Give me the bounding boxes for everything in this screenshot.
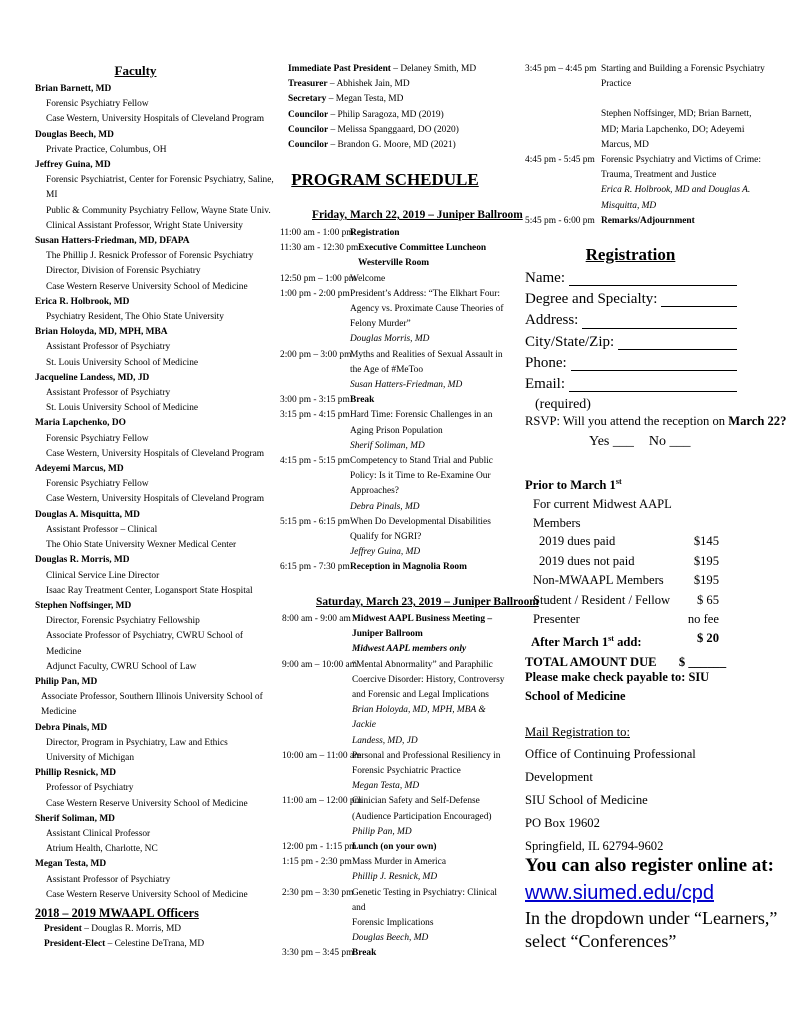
price-label: 2019 dues paid xyxy=(539,534,616,549)
schedule-row xyxy=(280,515,508,561)
session-details xyxy=(350,287,508,348)
degree-specialty-field[interactable] xyxy=(525,289,737,310)
officer-dash: – xyxy=(328,140,338,151)
officer-role: Councilor xyxy=(288,124,329,135)
officer-entry xyxy=(288,62,510,77)
faculty-name: Erica R. Holbrook, MD xyxy=(35,296,130,307)
officer-dash: – xyxy=(326,94,336,105)
session-speaker: Debra Pinals, MD xyxy=(350,501,420,512)
officer-entry xyxy=(288,123,510,138)
session-details xyxy=(352,658,508,749)
price-row xyxy=(525,552,719,571)
officer-entry xyxy=(44,922,274,937)
faculty-affiliation: Professor of Psychiatry xyxy=(46,783,134,794)
total-value[interactable]: $ ______ xyxy=(678,655,727,669)
officer-dash: – xyxy=(105,939,115,950)
session-title: Personal and Professional Resiliency in xyxy=(352,750,501,761)
session-title: “Mental Abnormality” and Paraphilic xyxy=(352,659,493,670)
faculty-name: Philip Pan, MD xyxy=(35,676,98,687)
session-title: Trauma, Treatment and Justice xyxy=(601,170,717,181)
faculty-affiliation: Director, Division of Forensic Psychiatry xyxy=(46,266,201,277)
schedule-row xyxy=(280,272,508,287)
session-time: 1:15 pm - 2:30 pm xyxy=(282,857,352,868)
faculty-member xyxy=(35,462,275,508)
faculty-name: Debra Pinals, MD xyxy=(35,722,108,733)
email-label: Email: xyxy=(525,376,565,393)
faculty-name: Maria Lapchenko, DO xyxy=(35,418,126,429)
email-field[interactable] xyxy=(525,374,737,395)
officer-entry xyxy=(44,937,274,952)
faculty-affiliation: The Ohio State University Wexner Medical Center xyxy=(46,540,237,551)
faculty-affiliation: Associate Professor, Southern Illinois University School of xyxy=(41,692,263,703)
faculty-affiliation: Forensic Psychiatry Fellow xyxy=(46,99,149,110)
session-details xyxy=(352,794,508,840)
session-details xyxy=(350,454,508,515)
session-details xyxy=(352,946,508,961)
session-speaker: Jeffrey Guina, MD xyxy=(350,547,421,558)
session-details xyxy=(358,241,508,271)
friday-heading: Friday, March 22, 2019 – Juniper Ballroom xyxy=(312,209,523,221)
faculty-affiliation: St. Louis University School of Medicine xyxy=(46,357,199,368)
schedule-row xyxy=(280,393,508,408)
session-title: Mass Murder in America xyxy=(352,857,446,868)
online-instruction-1: In the dropdown under “Learners,” xyxy=(525,908,778,928)
schedule-row xyxy=(525,214,770,229)
price-row xyxy=(525,532,719,551)
session-title: and Forensic and Legal Implications xyxy=(352,690,489,701)
session-title: Competency to Stand Trial and Public xyxy=(350,456,493,467)
session-title: President’s Address: “The Elkhart Four: xyxy=(350,288,500,299)
session-speaker: Phillip J. Resnick, MD xyxy=(352,872,438,883)
name-label: Name: xyxy=(525,270,565,286)
session-title: When Do Developmental Disabilities xyxy=(350,516,491,527)
officer-entry xyxy=(288,77,510,92)
faculty-affiliation: St. Louis University School of Medicine xyxy=(46,403,199,414)
saturday-schedule-continued xyxy=(525,62,770,229)
address-field[interactable] xyxy=(525,310,737,331)
after-fee-row xyxy=(525,629,719,653)
schedule-row xyxy=(525,153,770,214)
faculty-member xyxy=(35,812,275,858)
rsvp-question xyxy=(525,414,786,429)
session-time: 4:45 pm - 5:45 pm xyxy=(525,155,595,166)
schedule-row xyxy=(525,62,770,153)
officer-entry xyxy=(288,92,510,107)
faculty-affiliation: Forensic Psychiatry Fellow xyxy=(46,479,149,490)
faculty-affiliation: Director, Program in Psychiatry, Law and Ethics xyxy=(46,737,228,748)
faculty-affiliation: Associate Professor of Psychiatry, CWRU School of Medicine xyxy=(46,631,244,657)
spacer xyxy=(601,92,770,107)
price-label: Presenter xyxy=(533,612,580,626)
prior-suffix: st xyxy=(615,477,622,486)
faculty-member xyxy=(35,128,275,158)
officer-entry xyxy=(288,138,510,153)
session-title: Executive Committee Luncheon xyxy=(358,243,487,254)
price-list xyxy=(525,532,719,629)
session-speaker: Sherif Soliman, MD xyxy=(350,440,425,451)
faculty-affiliation: Medicine xyxy=(41,707,77,718)
faculty-member xyxy=(35,675,275,721)
session-title: Aging Prison Population xyxy=(350,425,443,436)
officer-dash: – xyxy=(328,124,338,135)
rsvp-text: RSVP: Will you attend the reception on xyxy=(525,414,726,428)
session-speaker: MD; Maria Lapchenko, DO; Adeyemi xyxy=(601,124,745,135)
schedule-row xyxy=(280,454,508,515)
session-time: 12:00 pm - 1:15 pm xyxy=(282,842,357,853)
prior-label: Prior to March 1 xyxy=(525,478,616,493)
session-title: Approaches? xyxy=(350,486,399,497)
faculty-name: Douglas Beech, MD xyxy=(35,129,114,140)
faculty-name: Stephen Noffsinger, MD xyxy=(35,600,132,611)
session-time: 11:00 am – 12:00 pm xyxy=(282,796,362,807)
session-speaker: Landess, MD, JD xyxy=(352,735,418,746)
faculty-member xyxy=(35,82,275,128)
faculty-name: Megan Testa, MD xyxy=(35,859,107,870)
faculty-affiliation: Public & Community Psychiatry Fellow, Wayne State Univ. xyxy=(46,205,271,216)
faculty-member xyxy=(35,158,275,234)
session-speaker: Stephen Noffsinger, MD; Brian Barnett, xyxy=(601,109,752,120)
faculty-member xyxy=(35,857,275,903)
faculty-affiliation: Private Practice, Columbus, OH xyxy=(46,144,167,155)
session-title: Clinician Safety and Self-Defense xyxy=(352,796,480,807)
price-row xyxy=(525,591,719,610)
session-speaker: Misquitta, MD xyxy=(601,200,657,211)
session-speaker: Midwest AAPL members only xyxy=(352,644,467,655)
faculty-affiliation: Atrium Health, Charlotte, NC xyxy=(46,844,158,855)
faculty-affiliation: Adjunct Faculty, CWRU School of Law xyxy=(46,661,197,672)
session-details xyxy=(352,612,508,658)
session-details xyxy=(352,840,508,855)
online-instruction-2: select “Conferences” xyxy=(525,931,677,951)
faculty-name: Brian Barnett, MD xyxy=(35,84,112,94)
officer-entry xyxy=(288,108,510,123)
session-title: (Audience Participation Encouraged) xyxy=(352,811,492,822)
session-speaker: Douglas Beech, MD xyxy=(352,933,429,944)
faculty-name: Brian Holoyda, MD, MPH, MBA xyxy=(35,327,168,338)
session-details xyxy=(350,393,508,408)
faculty-affiliation: Assistant Clinical Professor xyxy=(46,828,151,839)
session-time: 11:30 am - 12:30 pm xyxy=(280,243,359,254)
faculty-name: Douglas R. Morris, MD xyxy=(35,555,130,566)
session-time: 6:15 pm - 7:30 pm xyxy=(280,562,350,573)
rsvp-date: March 22? xyxy=(728,414,786,428)
officer-role: Immediate Past President xyxy=(288,64,391,74)
session-title: Break xyxy=(352,948,377,959)
session-time: 8:00 am - 9:00 am xyxy=(282,614,351,624)
faculty-name: Sherif Soliman, MD xyxy=(35,813,115,824)
faculty-member xyxy=(35,416,275,462)
faculty-name: Adeyemi Marcus, MD xyxy=(35,464,124,475)
mail-line: Office of Continuing Professional Development xyxy=(525,747,696,784)
schedule-row xyxy=(282,946,508,961)
officer-role: Secretary xyxy=(288,94,327,105)
session-time: 4:15 pm - 5:15 pm xyxy=(280,456,350,467)
schedule-row xyxy=(280,560,508,575)
session-time: 9:00 am – 10:00 am xyxy=(282,659,357,670)
faculty-member xyxy=(35,766,275,812)
mail-line: PO Box 19602 xyxy=(525,816,600,830)
session-details xyxy=(350,272,508,287)
session-time: 12:50 pm – 1:00 pm xyxy=(280,273,357,284)
faculty-member xyxy=(35,325,275,371)
schedule-row xyxy=(282,886,508,947)
session-title: Forensic Implications xyxy=(352,918,434,929)
faculty-affiliation: Isaac Ray Treatment Center, Logansport State Hospital xyxy=(46,585,253,596)
schedule-row xyxy=(280,408,508,454)
officer-dash: – xyxy=(390,64,401,74)
session-title: Practice xyxy=(601,79,632,90)
after-fee-value: $ 20 xyxy=(696,631,719,646)
faculty-affiliation: Clinical Service Line Director xyxy=(46,570,160,581)
officer-name: Megan Testa, MD xyxy=(335,94,404,105)
schedule-row xyxy=(282,794,508,840)
registration-form xyxy=(525,268,737,414)
rsvp-options xyxy=(589,434,691,450)
faculty-affiliation: Director, Forensic Psychiatry Fellowship xyxy=(46,616,200,627)
session-time: 1:00 pm - 2:00 pm xyxy=(280,288,350,299)
session-details xyxy=(350,515,508,561)
session-details xyxy=(350,408,508,454)
officer-dash: – xyxy=(328,109,338,120)
officer-name: Philip Saragoza, MD (2019) xyxy=(337,109,444,120)
session-details xyxy=(350,226,508,241)
session-title: the Age of #MeToo xyxy=(350,364,424,375)
faculty-member xyxy=(35,234,275,295)
faculty-affiliation: Case Western Reserve University School of Medicine xyxy=(46,889,248,900)
faculty-member xyxy=(35,553,275,599)
mail-title: Mail Registration to: xyxy=(525,725,630,739)
faculty-name: Phillip Resnick, MD xyxy=(35,768,116,779)
faculty-name: Susan Hatters-Friedman, MD, DFAPA xyxy=(35,236,190,247)
city-state-zip-field[interactable] xyxy=(525,332,737,353)
session-time: 2:30 pm – 3:30 pm xyxy=(282,887,354,898)
session-title: Qualify for NGRI? xyxy=(350,532,422,543)
session-title: Juniper Ballroom xyxy=(352,629,423,640)
session-details xyxy=(601,62,770,153)
faculty-affiliation: Case Western Reserve University School of Medicine xyxy=(46,281,248,292)
session-time: 3:30 pm – 3:45 pm xyxy=(282,948,354,959)
address-label: Address: xyxy=(525,312,579,329)
faculty-list xyxy=(35,82,275,903)
officer-role: President-Elect xyxy=(44,939,106,950)
price-row xyxy=(525,571,719,590)
mail-address xyxy=(525,743,745,858)
price-value: $195 xyxy=(693,553,719,568)
session-time: 5:15 pm - 6:15 pm xyxy=(280,516,350,527)
faculty-affiliation: Psychiatry Resident, The Ohio State University xyxy=(46,312,224,323)
total-label: TOTAL AMOUNT DUE xyxy=(525,655,657,669)
session-time: 11:00 am - 1:00 pm xyxy=(280,228,354,238)
faculty-member xyxy=(35,599,275,675)
mail-line: Springfield, IL 62794-9602 xyxy=(525,839,664,853)
schedule-row xyxy=(282,855,508,885)
rsvp-yes-option[interactable]: Yes ___ xyxy=(589,434,634,449)
faculty-member xyxy=(35,295,275,325)
faculty-affiliation: Assistant Professor of Psychiatry xyxy=(46,874,171,885)
faculty-name: Jacqueline Landess, MD, JD xyxy=(35,372,150,383)
faculty-affiliation: University of Michigan xyxy=(46,752,135,763)
rsvp-no-option[interactable]: No ___ xyxy=(648,434,691,449)
session-speaker: Susan Hatters-Friedman, MD xyxy=(350,380,463,391)
schedule-row xyxy=(280,226,508,241)
officer-role: Councilor xyxy=(288,140,329,151)
officer-name: Celestine DeTrana, MD xyxy=(114,939,205,950)
faculty-affiliation: Forensic Psychiatry Fellow xyxy=(46,433,149,444)
faculty-title: Faculty xyxy=(114,63,157,78)
degree-specialty-label: Degree and Specialty: xyxy=(525,291,658,308)
session-time: 2:00 pm – 3:00 pm xyxy=(280,349,352,360)
price-label: Student / Resident / Fellow xyxy=(533,592,671,607)
officer-name: Delaney Smith, MD xyxy=(400,64,477,74)
session-title: Genetic Testing in Psychiatry: Clinical and xyxy=(352,887,497,913)
session-title: Welcome xyxy=(350,273,386,284)
faculty-affiliation: Case Western, University Hospitals of Cleveland Program xyxy=(46,494,265,505)
faculty-member xyxy=(35,371,275,417)
session-time: 5:45 pm - 6:00 pm xyxy=(525,215,595,226)
city-state-zip-label: City/State/Zip: xyxy=(525,333,615,350)
session-title: Reception in Magnolia Room xyxy=(350,562,467,573)
session-title: Registration xyxy=(350,228,400,238)
members-label: For current Midwest AAPL Members xyxy=(533,497,672,530)
session-time: 10:00 am – 11:00 am xyxy=(282,750,362,761)
officer-name: Melissa Spanggaard, DO (2020) xyxy=(337,124,459,135)
price-value: $195 xyxy=(693,573,719,588)
schedule-row xyxy=(282,840,508,855)
mail-line: SIU School of Medicine xyxy=(525,793,648,807)
session-details xyxy=(352,749,508,795)
faculty-member xyxy=(35,721,275,767)
prior-heading xyxy=(525,472,719,495)
price-label: 2019 dues not paid xyxy=(539,553,635,568)
payable-note: Please make check payable to: SIU School of Medicine xyxy=(525,670,710,703)
session-title: Lunch (on your own) xyxy=(352,842,437,853)
session-time: 3:00 pm - 3:15 pm xyxy=(280,395,350,406)
session-title: Myths and Realities of Sexual Assault in xyxy=(350,349,503,360)
officer-role: Treasurer xyxy=(288,79,328,90)
faculty-name: Jeffrey Guina, MD xyxy=(35,160,111,171)
session-title: Forensic Psychiatry and Victims of Crime: xyxy=(601,155,761,166)
session-speaker: Erica R. Holbrook, MD and Douglas A. xyxy=(601,185,751,196)
session-speaker: Douglas Morris, MD xyxy=(350,334,430,345)
schedule-row xyxy=(280,348,508,394)
faculty-name: Douglas A. Misquitta, MD xyxy=(35,509,140,520)
officers-title: 2018 – 2019 MWAAPL Officers xyxy=(35,906,199,920)
after-fee-label: After March 1st add: xyxy=(531,634,642,650)
price-value: $145 xyxy=(693,534,719,549)
schedule-row xyxy=(280,241,508,271)
faculty-affiliation: Case Western Reserve University School of Medicine xyxy=(46,798,248,809)
session-details xyxy=(350,348,508,394)
session-title: Coercive Disorder: History, Controversy xyxy=(352,674,505,685)
online-url-link[interactable]: www.siumed.edu/cpd xyxy=(525,882,714,904)
session-title: Remarks/Adjournment xyxy=(601,215,695,226)
price-label: Non-MWAAPL Members xyxy=(533,573,664,588)
online-title: You can also register online at: xyxy=(525,855,774,876)
faculty-affiliation: Assistant Professor of Psychiatry xyxy=(46,388,171,399)
officer-dash: – xyxy=(81,924,92,934)
session-title: Felony Murder” xyxy=(350,319,411,330)
phone-label: Phone: xyxy=(525,354,567,371)
email-required-note: (required) xyxy=(535,397,591,413)
faculty-affiliation: Case Western, University Hospitals of Cleveland Program xyxy=(46,114,265,125)
schedule-row xyxy=(282,749,508,795)
friday-schedule xyxy=(280,226,508,576)
faculty-affiliation: Case Western, University Hospitals of Cleveland Program xyxy=(46,448,265,459)
saturday-schedule xyxy=(282,612,508,962)
faculty-affiliation: The Phillip J. Resnick Professor of Forensic Psychiatry xyxy=(46,251,254,262)
session-time: 3:45 pm – 4:45 pm xyxy=(525,64,597,74)
officer-role: Councilor xyxy=(288,109,329,120)
faculty-affiliation: Assistant Professor – Clinical xyxy=(46,524,158,535)
session-details xyxy=(601,214,770,229)
name-field[interactable] xyxy=(525,268,737,289)
session-title: Midwest AAPL Business Meeting – xyxy=(352,614,493,624)
session-title: Policy: Is it Time to Re-Examine Our xyxy=(350,471,491,482)
session-title: Starting and Building a Forensic Psychiatry xyxy=(601,64,765,74)
price-row xyxy=(525,610,719,629)
faculty-affiliation: Clinical Assistant Professor, Wright State University xyxy=(46,220,243,231)
session-details xyxy=(352,886,508,947)
officer-name: Brandon G. Moore, MD (2021) xyxy=(337,140,456,151)
session-title: Forensic Psychiatric Practice xyxy=(352,766,461,777)
session-details xyxy=(350,560,508,575)
online-block xyxy=(525,853,778,953)
officers-list-continued xyxy=(288,62,510,153)
faculty-affiliation: Forensic Psychiatrist, Center for Forensic Psychiatry, Saline, MI xyxy=(46,175,274,201)
session-time: 3:15 pm - 4:15 pm xyxy=(280,410,350,421)
session-details xyxy=(352,855,508,885)
program-schedule-title: PROGRAM SCHEDULE xyxy=(291,170,479,189)
price-value: no fee xyxy=(687,612,719,626)
session-title: Hard Time: Forensic Challenges in an xyxy=(350,410,493,421)
officer-name: Abhishek Jain, MD xyxy=(336,79,410,90)
schedule-row xyxy=(280,287,508,348)
pricing-block xyxy=(525,472,727,672)
price-value: $ 65 xyxy=(696,592,719,607)
session-title: Break xyxy=(350,395,375,406)
faculty-member xyxy=(35,508,275,554)
schedule-row xyxy=(282,658,508,749)
mail-block xyxy=(525,722,745,858)
session-speaker: Marcus, MD xyxy=(601,139,649,150)
faculty-affiliation: Assistant Professor of Psychiatry xyxy=(46,342,171,353)
session-details xyxy=(601,153,770,214)
session-speaker: Megan Testa, MD xyxy=(352,781,420,792)
session-speaker: Philip Pan, MD xyxy=(352,826,412,837)
schedule-row xyxy=(282,612,508,658)
session-title: Agency vs. Proximate Cause Theories of xyxy=(350,304,504,315)
saturday-heading: Saturday, March 23, 2019 – Juniper Ballroom xyxy=(316,596,539,608)
officers-list xyxy=(44,922,274,952)
officer-name: Douglas R. Morris, MD xyxy=(91,924,182,934)
officer-role: President xyxy=(44,924,82,934)
session-speaker: Brian Holoyda, MD, MPH, MBA & Jackie xyxy=(352,705,486,731)
officer-dash: – xyxy=(327,79,337,90)
phone-field[interactable] xyxy=(525,353,737,374)
registration-title: Registration xyxy=(585,245,676,264)
session-title: Westerville Room xyxy=(358,258,430,269)
